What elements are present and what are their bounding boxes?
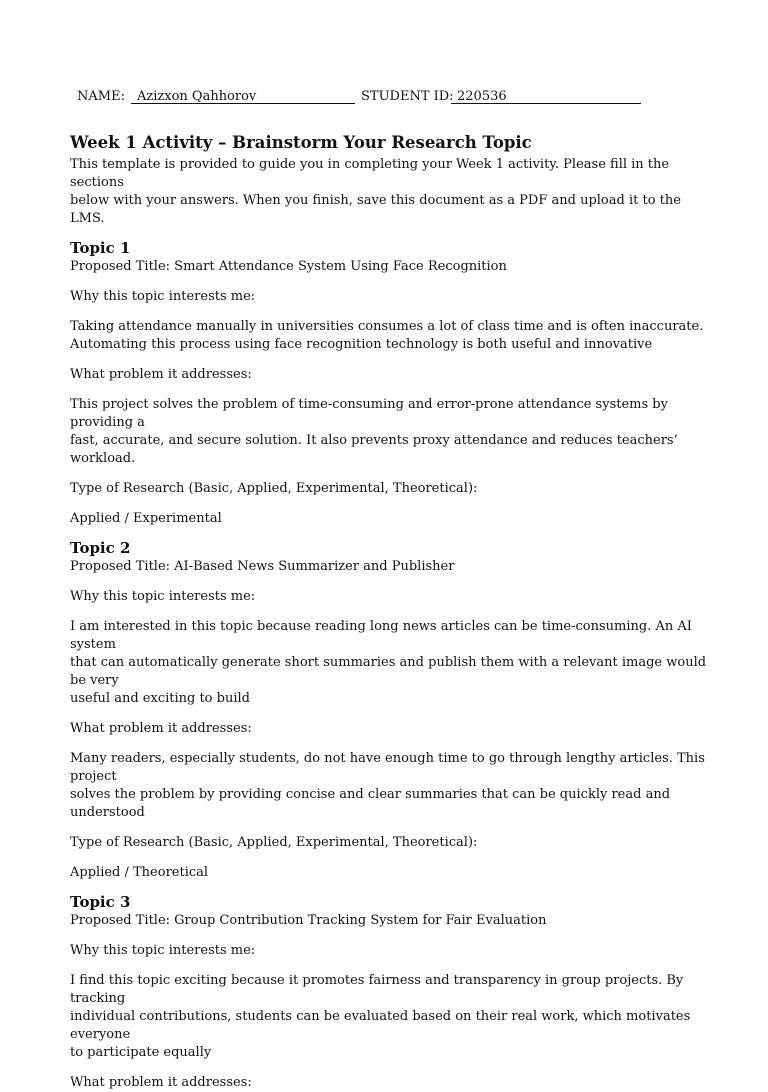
problem-text-line: This project solves the problem of time-consuming and error-prone attendance systems by providing a bbox=[70, 397, 668, 430]
proposed-title: Proposed Title: Smart Attendance System Using Face Recognition bbox=[70, 259, 507, 274]
why-text-line: Automating this process using face recognition technology is both useful and innovative bbox=[70, 337, 653, 352]
research-type-label: Type of Research (Basic, Applied, Experimental, Theoretical): bbox=[70, 835, 478, 850]
proposed-title: Proposed Title: Group Contribution Tracking System for Fair Evaluation bbox=[70, 913, 547, 928]
why-text-line: individual contributions, students can be evaluated based on their real work, which motivates everyone bbox=[70, 1009, 691, 1042]
problem-label: What problem it addresses: bbox=[70, 721, 252, 736]
problem-label: What problem it addresses: bbox=[70, 1075, 252, 1090]
problem-label: What problem it addresses: bbox=[70, 367, 252, 382]
topic-1-section bbox=[70, 238, 710, 528]
problem-text-line: solves the problem by providing concise and clear summaries that can be quickly read and understood bbox=[70, 787, 671, 820]
topic-heading: Topic 1 bbox=[70, 239, 131, 257]
intro-line-2: below with your answers. When you finish, save this document as a PDF and upload it to the LMS. bbox=[70, 193, 681, 226]
proposed-title: Proposed Title: AI-Based News Summarizer and Publisher bbox=[70, 559, 455, 574]
research-type-value: Applied / Experimental bbox=[70, 511, 222, 526]
why-label: Why this topic interests me: bbox=[70, 943, 256, 958]
topic-heading: Topic 3 bbox=[70, 893, 131, 911]
why-text-line: to participate equally bbox=[70, 1045, 212, 1060]
intro-line-1: This template is provided to guide you in completing your Week 1 activity. Please fill in the sections bbox=[70, 157, 670, 190]
topic-3-section bbox=[70, 892, 710, 1092]
document-body bbox=[70, 132, 710, 1092]
why-text-line: Taking attendance manually in universities consumes a lot of class time and is often inaccurate. bbox=[70, 319, 704, 334]
problem-text-line: Many readers, especially students, do not have enough time to go through lengthy articles. This project bbox=[70, 751, 705, 784]
why-text-line: useful and exciting to build bbox=[70, 691, 250, 706]
why-label: Why this topic interests me: bbox=[70, 289, 256, 304]
research-type-label: Type of Research (Basic, Applied, Experimental, Theoretical): bbox=[70, 481, 478, 496]
why-text-line: I am interested in this topic because reading long news articles can be time-consuming. An AI system bbox=[70, 619, 692, 652]
student-id-field: 220536 bbox=[451, 88, 641, 104]
research-type-value: Applied / Theoretical bbox=[70, 865, 209, 880]
problem-text-line: fast, accurate, and secure solution. It also prevents proxy attendance and reduces teachers’ workload. bbox=[70, 433, 678, 466]
name-label: NAME: bbox=[77, 89, 125, 104]
student-id-label: STUDENT ID: bbox=[361, 89, 454, 104]
why-text-line: I find this topic exciting because it promotes fairness and transparency in group projects. By tracking bbox=[70, 973, 684, 1006]
why-text-line: that can automatically generate short summaries and publish them with a relevant image would be very bbox=[70, 655, 707, 688]
name-field: Azizxon Qahhorov bbox=[131, 88, 355, 104]
page-title: Week 1 Activity – Brainstorm Your Research Topic bbox=[70, 133, 532, 152]
student-info-row bbox=[77, 88, 768, 106]
topic-heading: Topic 2 bbox=[70, 539, 131, 557]
why-label: Why this topic interests me: bbox=[70, 589, 256, 604]
topic-2-section bbox=[70, 538, 710, 882]
